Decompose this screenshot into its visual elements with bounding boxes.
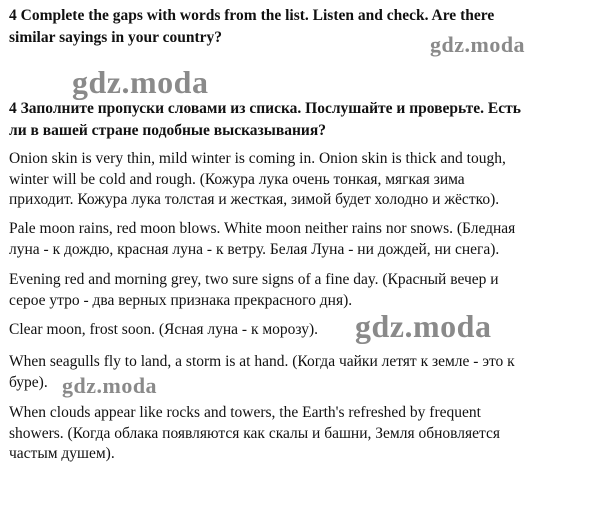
saying-pale-moon: Pale moon rains, red moon blows. White moon neither rains nor snows. (Бледная луна - к дождю, красная луна - к ветру. Белая Луна - ни дождей, ни снега). (9, 220, 516, 258)
saying-seagulls: When seagulls fly to land, a storm is at hand. (Когда чайки летят к земле - это к буре). (9, 353, 515, 391)
watermark: gdz.moda (355, 308, 492, 344)
watermark: gdz.moda (62, 373, 158, 398)
watermark: gdz.moda (430, 32, 526, 57)
saying-clear-moon: Clear moon, frost soon. (Ясная луна - к морозу). (9, 321, 318, 338)
saying-onion-skin: Onion skin is very thin, mild winter is coming in. Onion skin is thick and tough, winter will be cold and rough. (Кожура лука очень тонкая, мягкая зима приходит. Кожура лука толстая и жесткая, зимой будет холодно и жёстко). (9, 150, 506, 208)
saying-evening-red: Evening red and morning grey, two sure signs of a fine day. (Красный вечер и серое утро - два верных признака прекрасного дня). (9, 271, 499, 309)
task-heading-english: 4 Complete the gaps with words from the list. Listen and check. Are there similar sayings in your country? (9, 7, 495, 46)
task-heading-russian: 4 Заполните пропуски словами из списка. Послушайте и проверьте. Есть ли в вашей стране подобные высказывания? (9, 100, 521, 139)
saying-clouds: When clouds appear like rocks and towers, the Earth's refreshed by frequent showers. (Когда облака появляются как скалы и башни, Земля обновляется частым душем). (9, 404, 500, 462)
watermark: gdz.moda (72, 64, 209, 100)
